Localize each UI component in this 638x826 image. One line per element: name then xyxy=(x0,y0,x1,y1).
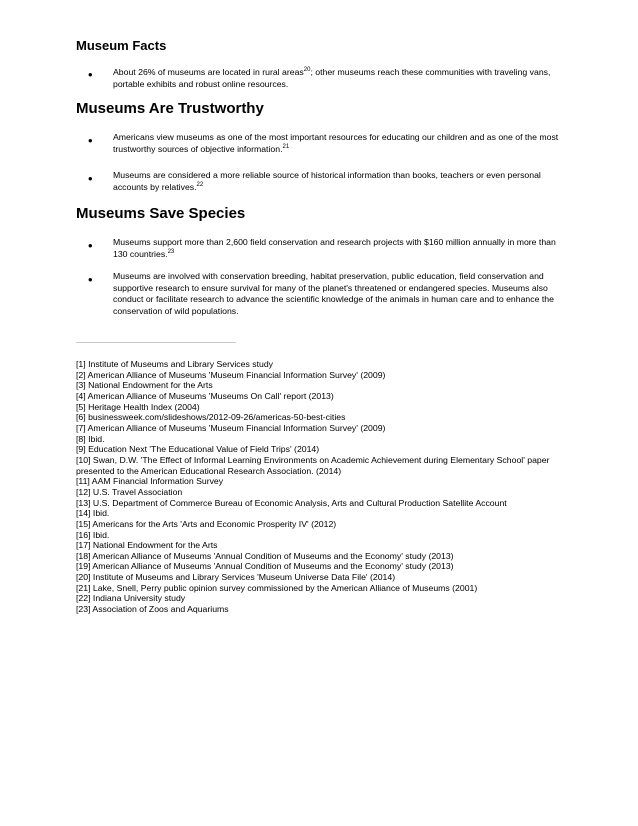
reference-item: [20] Institute of Museums and Library Services 'Museum Universe Data File' (2014) xyxy=(76,572,396,583)
section-title-museum-facts: Museum Facts xyxy=(76,38,167,53)
item-text: Americans view museums as one of the most important resources for educating our children and as one of the most trustworthy sources of objective information. xyxy=(113,132,559,154)
reference-item: [10] Swan, D.W. 'The Effect of Informal Learning Environments on Academic Achievement during Elementary School' paper presented to the American Educational Research Association. (2014) xyxy=(76,454,550,476)
reference-item: [11] AAM Financial Information Survey xyxy=(76,476,224,487)
reference-item: [2] American Alliance of Museums 'Museum Financial Information Survey' (2009) xyxy=(76,369,386,380)
reference-item: [21] Lake, Snell, Perry public opinion survey commissioned by the American Alliance of Museums (2001) xyxy=(76,582,478,593)
reference-item: [23] Association of Zoos and Aquariums xyxy=(76,604,229,615)
item-text: About 26% of museums are located in rural areas xyxy=(113,67,304,77)
bullet-marker: • xyxy=(88,133,93,148)
footnote-ref: 20 xyxy=(303,67,311,74)
reference-item: [8] Ibid. xyxy=(76,433,105,444)
reference-item: [22] Indiana University study xyxy=(76,593,186,604)
footnote-separator xyxy=(76,342,236,343)
bullet-marker: • xyxy=(88,272,93,287)
reference-item: [5] Heritage Health Index (2004) xyxy=(76,401,200,412)
bullet-marker: • xyxy=(88,67,93,82)
bullet-marker: • xyxy=(88,238,93,253)
item-text: Museums are considered a more reliable source of historical information than books, teachers or even personal accounts by relatives. xyxy=(113,170,541,192)
reference-item: [4] American Alliance of Museums 'Museums On Call' report (2013) xyxy=(76,390,334,401)
list-item xyxy=(113,237,568,260)
list-item xyxy=(113,271,568,317)
item-text: Museums support more than 2,600 field conservation and research projects with $160 million annually in more than 130 countries. xyxy=(113,237,556,259)
reference-item: [7] American Alliance of Museums 'Museum Financial Information Survey' (2009) xyxy=(76,422,386,433)
item-text-tail: ; other museums reach these communities with traveling vans, portable exhibits and robust online resources. xyxy=(113,67,551,89)
list-item xyxy=(113,132,568,155)
reference-item: [13] U.S. Department of Commerce Bureau of Economic Analysis, Arts and Cultural Production Satellite Account xyxy=(76,497,507,508)
reference-item: [15] Americans for the Arts 'Arts and Economic Prosperity IV' (2012) xyxy=(76,518,337,529)
footnote-ref: 23 xyxy=(167,248,175,255)
section-title-museums-are-trustworthy: Museums Are Trustworthy xyxy=(76,100,264,117)
reference-item: [16] Ibid. xyxy=(76,529,110,540)
list-item xyxy=(113,170,568,193)
footnote-ref: 21 xyxy=(282,143,290,150)
bullet-marker: • xyxy=(88,171,93,186)
reference-item: [3] National Endowment for the Arts xyxy=(76,380,213,391)
references-list xyxy=(76,359,576,615)
reference-item: [18] American Alliance of Museums 'Annual Condition of Museums and the Economy' study (2013) xyxy=(76,550,454,561)
reference-item: [19] American Alliance of Museums 'Annual Condition of Museums and the Economy' study (2013) xyxy=(76,561,454,572)
footnote-ref: 22 xyxy=(196,181,204,188)
section-title-museums-save-species: Museums Save Species xyxy=(76,205,246,222)
reference-item: [12] U.S. Travel Association xyxy=(76,486,183,497)
reference-item: [6] businessweek.com/slideshows/2012-09-26/americas-50-best-cities xyxy=(76,412,346,423)
reference-item: [9] Education Next 'The Educational Value of Field Trips' (2014) xyxy=(76,444,320,455)
list-item xyxy=(113,67,568,90)
reference-item: [14] Ibid. xyxy=(76,508,110,519)
reference-item: [17] National Endowment for the Arts xyxy=(76,540,218,551)
reference-item: [1] Institute of Museums and Library Services study xyxy=(76,359,274,369)
item-text: Museums are involved with conservation breeding, habitat preservation, public education, field conservation and supportive research to ensure survival for many of the planet's threatened or endangered species. Museums also conduct or facilitate research to advance the scientific knowledge of the animals in human care and to enhance the conservation of wild populations. xyxy=(113,271,554,316)
